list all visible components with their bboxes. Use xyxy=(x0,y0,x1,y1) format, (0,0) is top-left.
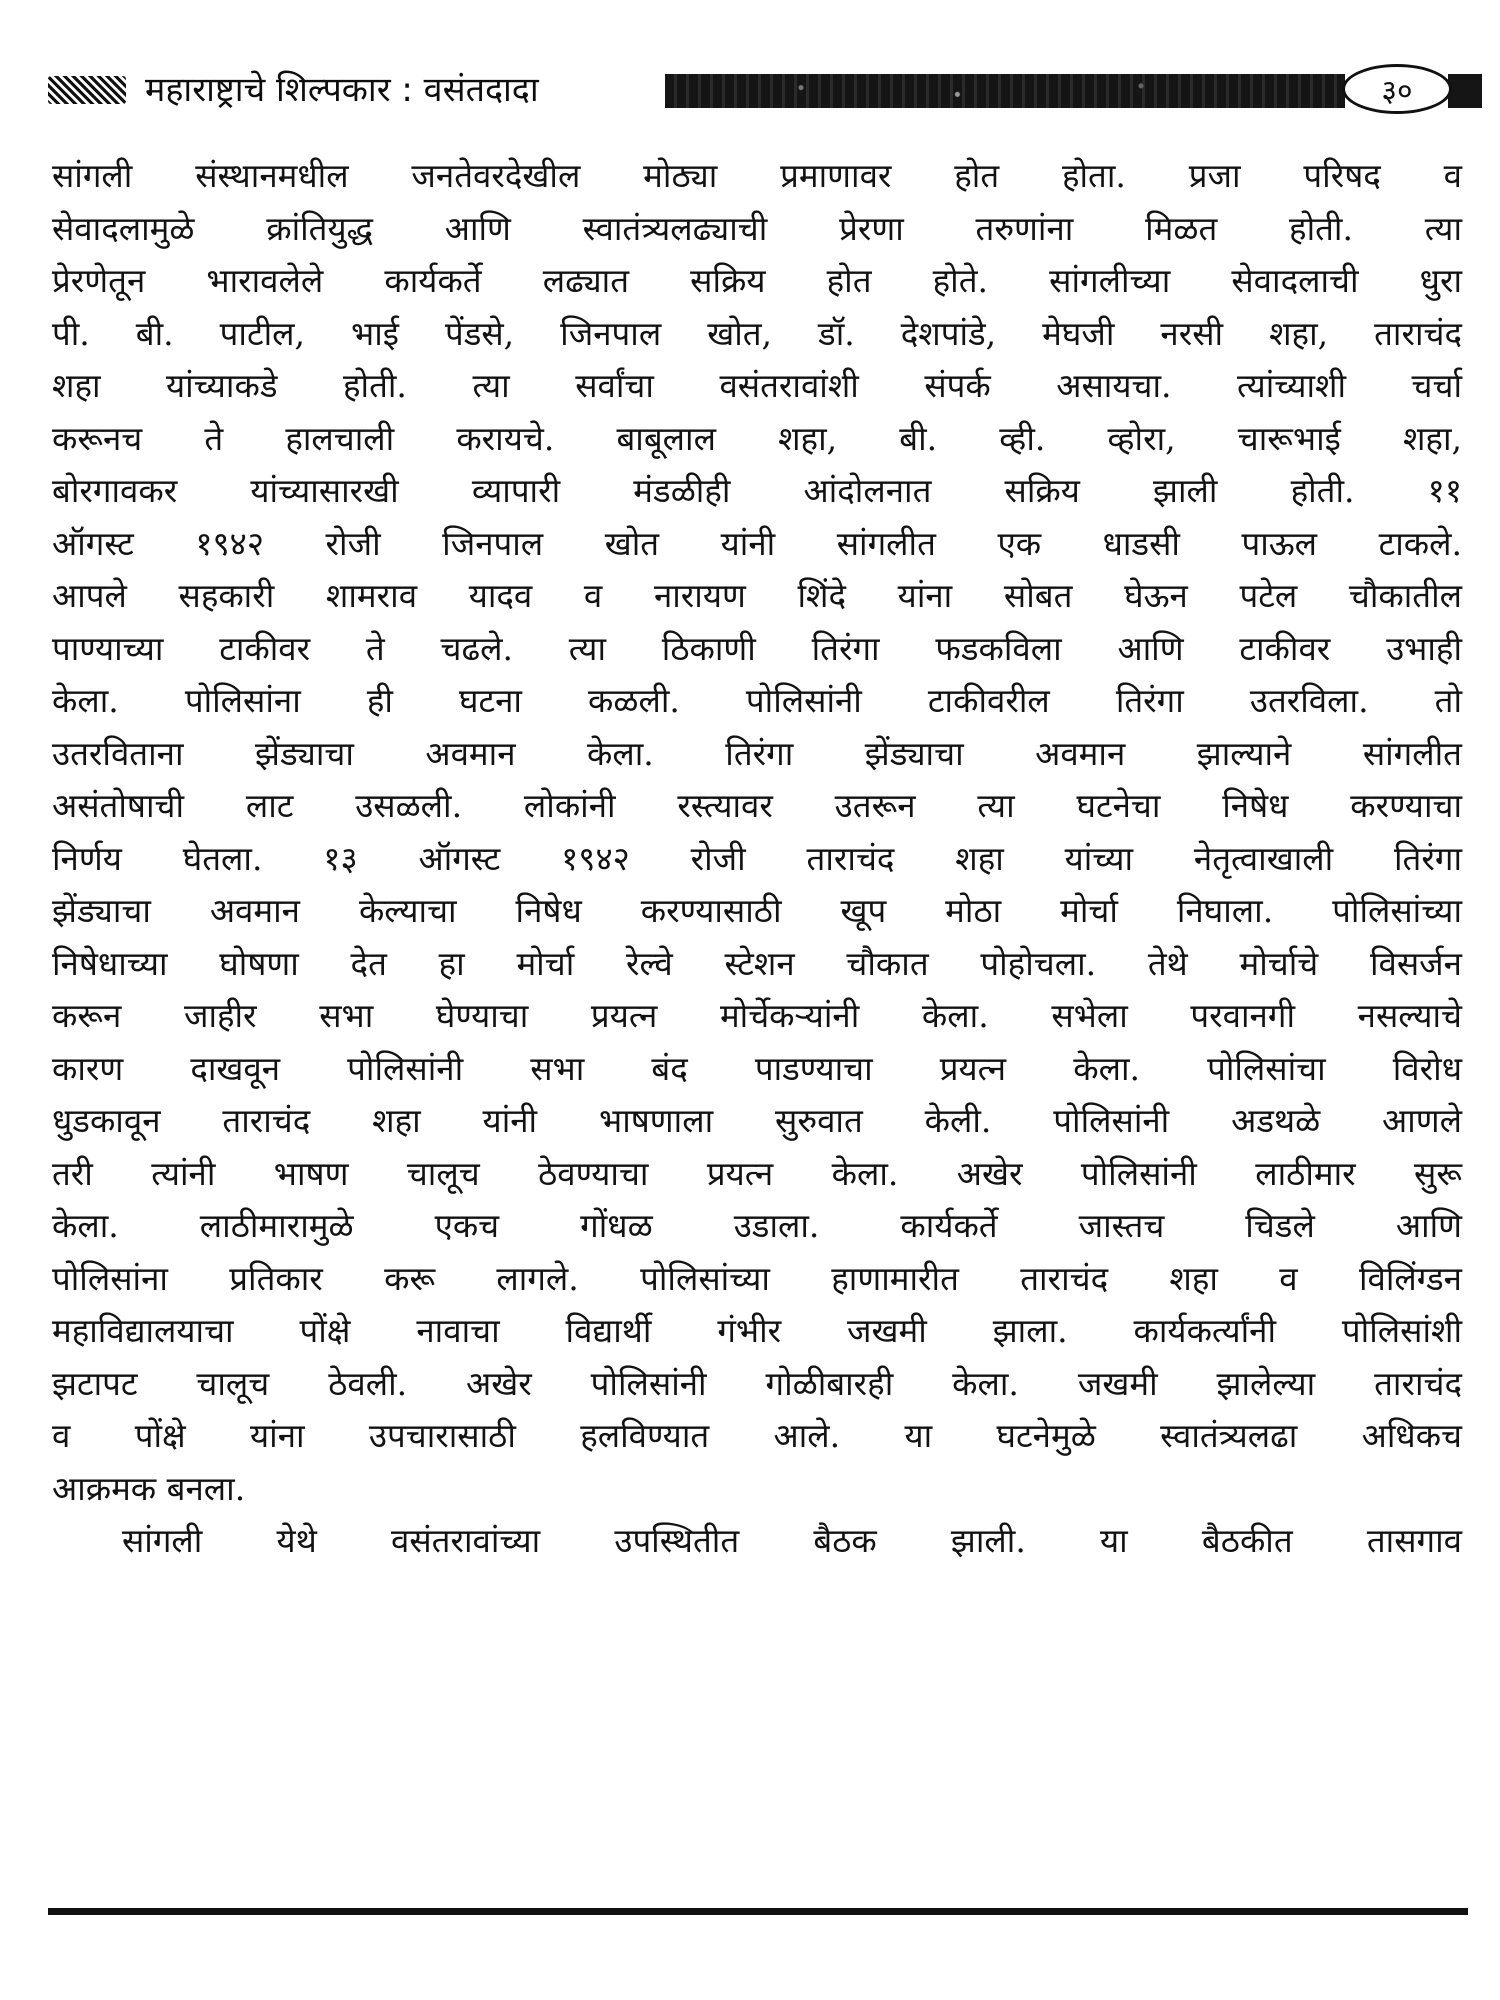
text-line: पाण्याच्या टाकीवर ते चढले. त्या ठिकाणी तिरंगा फडकविला आणि टाकीवर उभाही xyxy=(52,628,1462,668)
header-decorative-bar xyxy=(665,74,1345,108)
text-line: महाविद्यालयाचा पोंक्षे नावाचा विद्यार्थी गंभीर जखमी झाला. कार्यकर्त्यांनी पोलिसांशी xyxy=(52,1311,1462,1350)
text-line: निषेधाच्या घोषणा देत हा मोर्चा रेल्वे स्टेशन चौकात पोहोचला. तेथे मोर्चाचे विसर्जन xyxy=(52,943,1462,983)
text-line: सांगली संस्थानमधील जनतेवरदेखील मोठ्या प्रमाणावर होत होता. प्रजा परिषद व xyxy=(52,156,1462,195)
text-line: व पोंक्षे यांना उपचारासाठी हलविण्यात आले. या घटनेमुळे स्वातंत्र्यलढा अधिकच xyxy=(52,1416,1462,1455)
book-title: महाराष्ट्राचे शिल्पकार : वसंतदादा xyxy=(145,70,539,110)
text-line: पी. बी. पाटील, भाई पेंडसे, जिनपाल खोत, डॉ. देशपांडे, मेघजी नरसी शहा, ताराचंद xyxy=(52,313,1462,353)
text-line: केला. पोलिसांना ही घटना कळली. पोलिसांनी टाकीवरील तिरंगा उतरविला. तो xyxy=(52,681,1462,720)
paragraph-end-line: आक्रमक बनला. xyxy=(52,1468,246,1508)
text-line: धुडकावून ताराचंद शहा यांनी भाषणाला सुरुवात केली. पोलिसांनी अडथळे आणले xyxy=(52,1101,1462,1140)
page-number: ३० xyxy=(1342,64,1452,114)
text-line: प्रेरणेतून भारावलेले कार्यकर्ते लढ्यात सक्रिय होत होते. सांगलीच्या सेवादलाची धुरा xyxy=(52,261,1462,300)
text-line: सेवादलामुळे क्रांतियुद्ध आणि स्वातंत्र्यलढ्याची प्रेरणा तरुणांना मिळत होती. त्या xyxy=(52,208,1462,248)
text-line: बोरगावकर यांच्यासारखी व्यापारी मंडळीही आंदोलनात सक्रिय झाली होती. ११ xyxy=(52,471,1462,510)
header-decorative-bar-end xyxy=(1448,74,1482,108)
footer-rule xyxy=(48,1908,1468,1915)
text-line: करून जाहीर सभा घेण्याचा प्रयत्न मोर्चेकऱ्यांनी केला. सभेला परवानगी नसल्याचे xyxy=(52,996,1462,1035)
text-line: करूनच ते हालचाली करायचे. बाबूलाल शहा, बी. व्ही. व्होरा, चारूभाई शहा, xyxy=(52,418,1462,458)
text-line: तरी त्यांनी भाषण चालूच ठेवण्याचा प्रयत्न केला. अखेर पोलिसांनी लाठीमार सुरू xyxy=(52,1153,1462,1193)
text-line: निर्णय घेतला. १३ ऑगस्ट १९४२ रोजी ताराचंद शहा यांच्या नेतृत्वाखाली तिरंगा xyxy=(52,838,1462,878)
text-line: शहा यांच्याकडे होती. त्या सर्वांचा वसंतरावांशी संपर्क असायचा. त्यांच्याशी चर्चा xyxy=(52,366,1462,405)
running-header xyxy=(40,62,1480,120)
text-line: केला. लाठीमारामुळे एकच गोंधळ उडाला. कार्यकर्ते जास्तच चिडले आणि xyxy=(52,1206,1462,1245)
text-line: आपले सहकारी शामराव यादव व नारायण शिंदे यांना सोबत घेऊन पटेल चौकातील xyxy=(52,576,1462,615)
paragraph-start-line: सांगली येथे वसंतरावांच्या उपस्थितीत बैठक झाली. या बैठकीत तासगाव xyxy=(122,1521,1462,1560)
text-line: उतरविताना झेंड्याचा अवमान केला. तिरंगा झेंड्याचा अवमान झाल्याने सांगलीत xyxy=(52,733,1462,773)
text-line: कारण दाखवून पोलिसांनी सभा बंद पाडण्याचा प्रयत्न केला. पोलिसांचा विरोध xyxy=(52,1048,1462,1088)
text-line: झेंड्याचा अवमान केल्याचा निषेध करण्यासाठी खूप मोठा मोर्चा निघाला. पोलिसांच्या xyxy=(52,891,1462,930)
text-line: झटापट चालूच ठेवली. अखेर पोलिसांनी गोळीबारही केला. जखमी झालेल्या ताराचंद xyxy=(52,1363,1462,1403)
header-ornament xyxy=(48,76,126,104)
text-line: पोलिसांना प्रतिकार करू लागले. पोलिसांच्या हाणामारीत ताराचंद शहा व विलिंग्डन xyxy=(52,1258,1462,1298)
text-line: ऑगस्ट १९४२ रोजी जिनपाल खोत यांनी सांगलीत एक धाडसी पाऊल टाकले. xyxy=(52,523,1462,563)
body-text xyxy=(52,150,1462,1568)
text-line: असंतोषाची लाट उसळली. लोकांनी रस्त्यावर उतरून त्या घटनेचा निषेध करण्याचा xyxy=(52,786,1462,825)
